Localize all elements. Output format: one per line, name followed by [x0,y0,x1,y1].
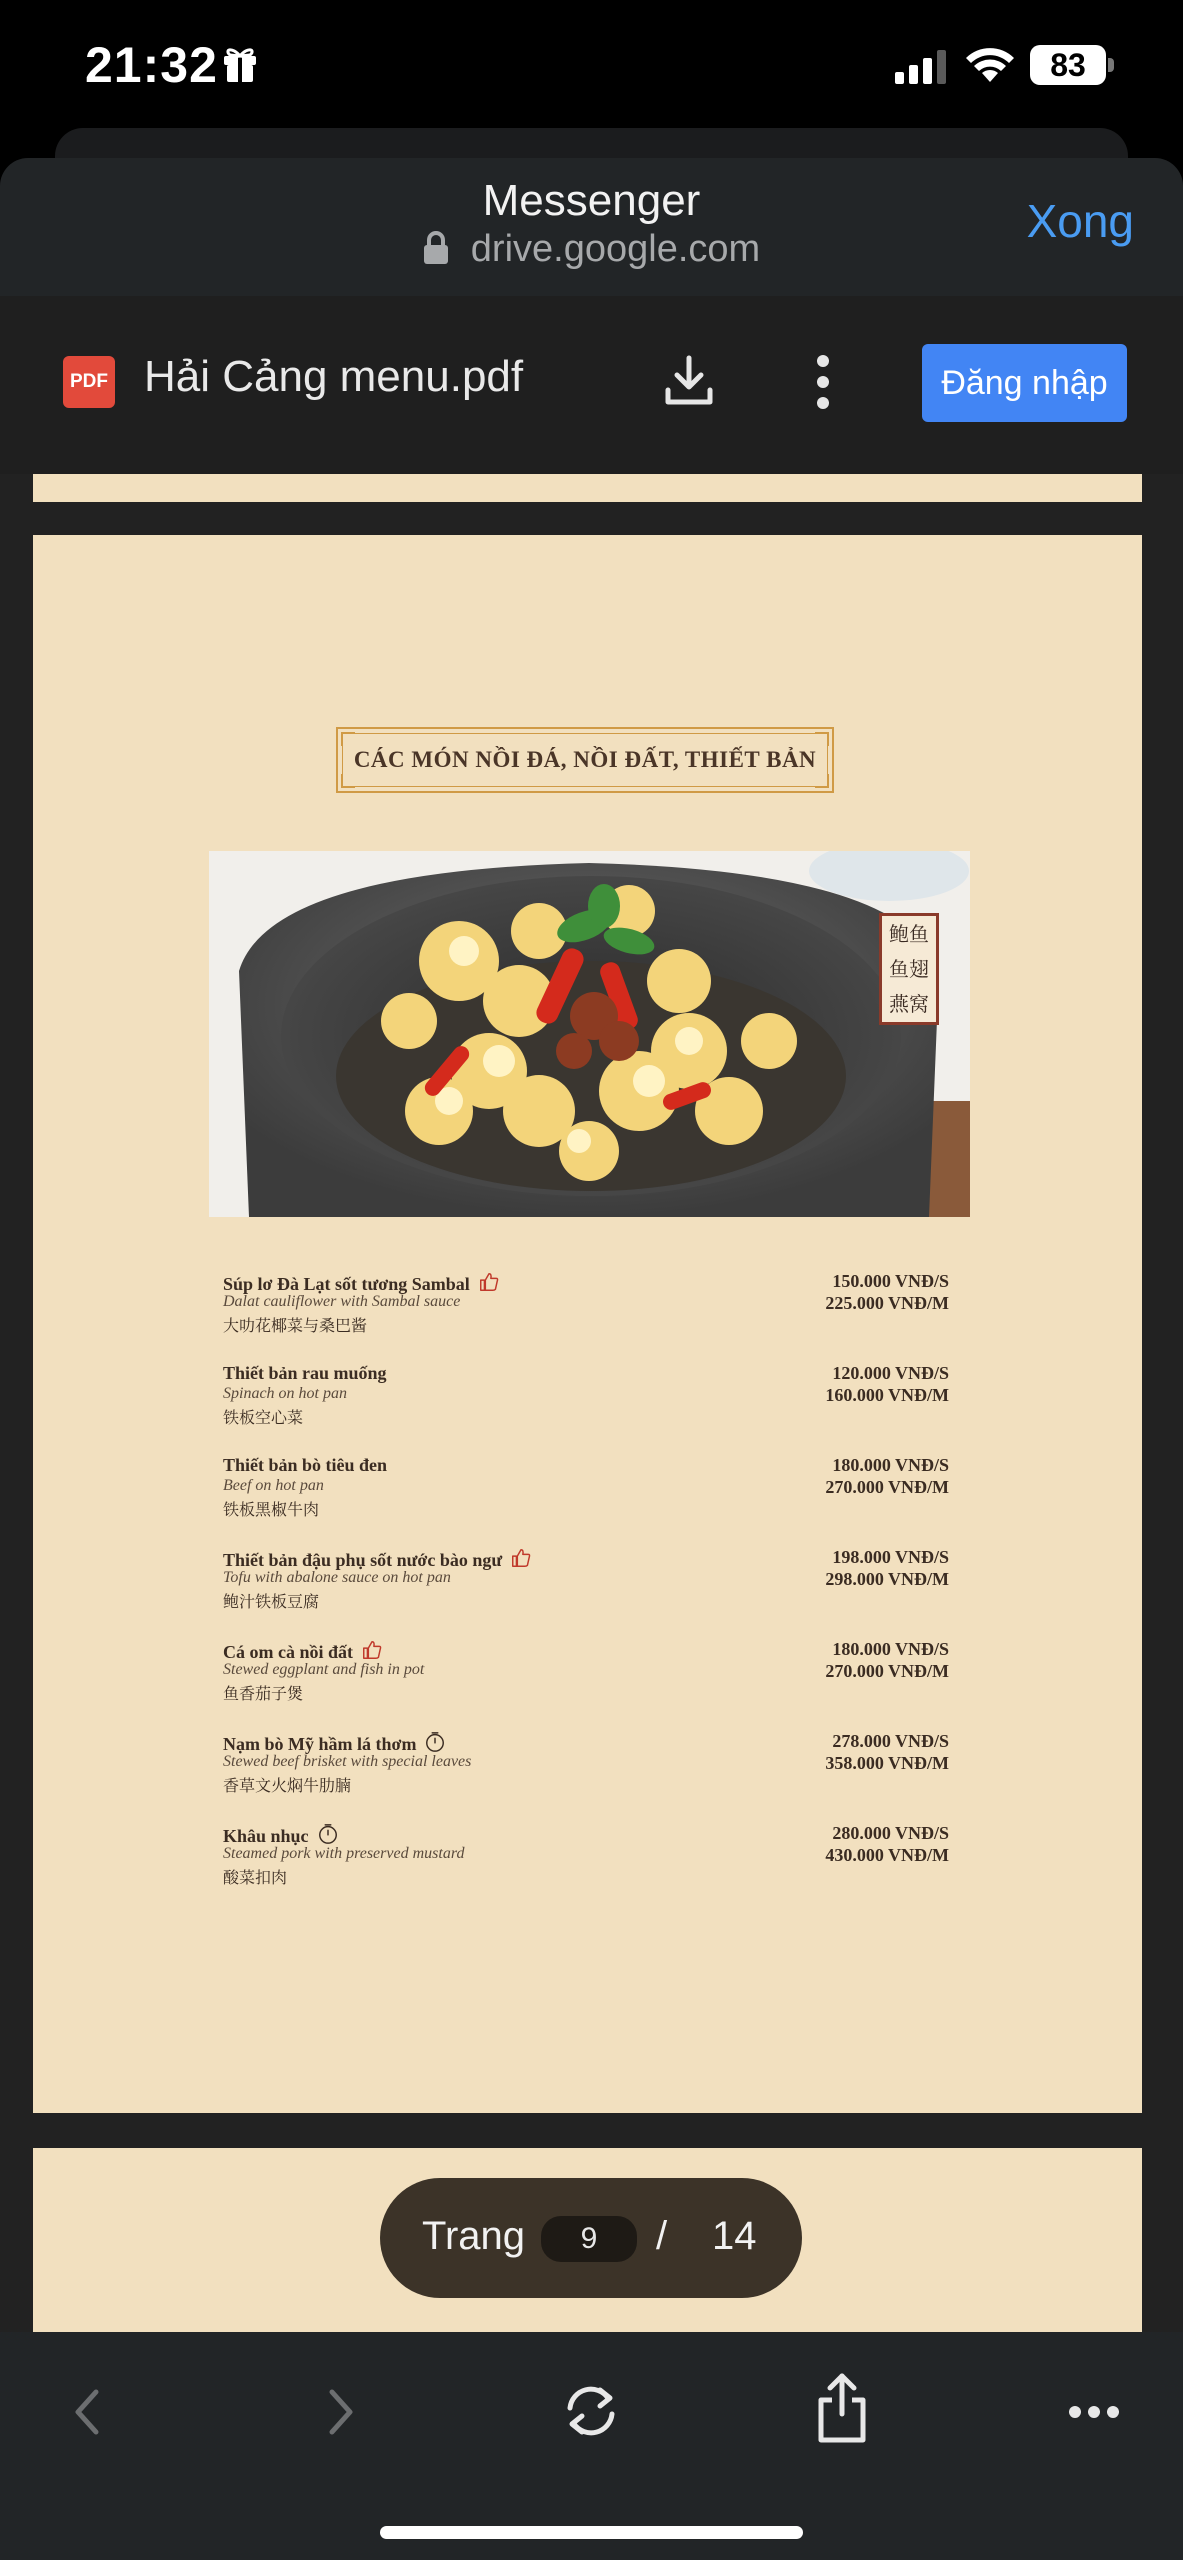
item-chinese: 铁板空心菜 [223,1408,304,1427]
lock-icon [423,231,449,265]
item-name: Thiết bản rau muống [223,1363,387,1383]
item-price-medium: 298.000 VNĐ/M [825,1569,949,1589]
item-name: Thiết bản bò tiêu đen [223,1455,388,1475]
item-english: Tofu with abalone sauce on hot pan [223,1569,451,1586]
pdf-viewer[interactable] [0,474,1183,2332]
download-icon[interactable] [664,354,714,408]
item-price-small: 180.000 VNĐ/S [832,1639,949,1659]
item-price-medium: 430.000 VNĐ/M [825,1845,949,1865]
item-english: Steamed pork with preserved mustard [223,1845,465,1862]
status-time: 21:32 [85,37,218,93]
photo-tag [879,913,939,1025]
item-english: Dalat cauliflower with Sambal sauce [223,1293,461,1310]
section-title [336,727,834,793]
item-price-small: 180.000 VNĐ/S [832,1455,949,1475]
back-icon[interactable] [68,2384,108,2440]
item-name: Nạm bò Mỹ hầm lá thơm [223,1731,446,1755]
item-chinese: 铁板黑椒牛肉 [223,1500,320,1519]
item-price-small: 198.000 VNĐ/S [832,1547,949,1567]
share-icon[interactable] [815,2372,869,2444]
photo-tag-line: 鱼翅 [889,959,929,981]
page-indicator [380,2178,802,2298]
item-chinese: 酸菜扣肉 [223,1868,288,1887]
home-indicator[interactable] [380,2526,803,2539]
page-number-input[interactable]: 9 [541,2216,637,2262]
cellular-signal-icon [895,50,947,84]
menu-item [223,1547,949,1639]
item-english: Beef on hot pan [223,1477,324,1494]
item-name: Súp lơ Đà Lạt sốt tương Sambal [223,1271,500,1295]
sheet-url-text: drive.google.com [470,228,761,270]
battery-indicator: 83 [1030,45,1106,85]
done-button[interactable]: Xong [1026,195,1134,247]
page-label: Trang [422,2214,526,2258]
reload-icon[interactable] [560,2380,622,2442]
more-options-icon[interactable] [810,354,836,410]
item-price-medium: 225.000 VNĐ/M [825,1293,949,1313]
thumbs-up-icon [510,1547,532,1569]
photo-tag-line: 燕窝 [889,994,929,1016]
timer-icon [424,1731,446,1753]
bottom-toolbar [0,2332,1183,2560]
dish-photo [209,851,970,1217]
sheet-url [0,228,1183,271]
browser-sheet-header [0,158,1183,296]
menu-item [223,1823,949,1915]
drive-toolbar [0,296,1183,474]
more-horizontal-icon[interactable] [1068,2404,1120,2420]
menu-item [223,1455,949,1547]
page-separator: / [656,2214,668,2258]
sheet-title: Messenger [482,176,701,225]
photo-tag-line: 鲍鱼 [889,924,929,946]
item-price-small: 150.000 VNĐ/S [832,1271,949,1291]
menu-item [223,1639,949,1731]
forward-icon[interactable] [320,2384,360,2440]
pdf-file-icon: PDF [63,356,115,408]
thumbs-up-icon [361,1639,383,1661]
battery-cap [1108,58,1114,72]
item-english: Spinach on hot pan [223,1385,347,1402]
gift-icon [222,44,258,84]
file-name: Hải Cảng menu.pdf [144,352,524,401]
item-price-medium: 160.000 VNĐ/M [825,1385,949,1405]
item-price-medium: 358.000 VNĐ/M [825,1753,949,1773]
status-bar [0,0,1183,140]
page-total: 14 [712,2214,757,2258]
item-price-medium: 270.000 VNĐ/M [825,1661,949,1681]
item-chinese: 香草文火焖牛肋腩 [223,1776,352,1795]
timer-icon [317,1823,339,1845]
menu-item [223,1731,949,1823]
item-english: Stewed beef brisket with special leaves [223,1753,472,1770]
wifi-icon [965,44,1015,84]
item-english: Stewed eggplant and fish in pot [223,1661,425,1678]
section-title-text: CÁC MÓN NỒI ĐÁ, NỒI ĐẤT, THIẾT BẢN [353,747,817,772]
menu-item [223,1271,949,1363]
item-price-small: 278.000 VNĐ/S [832,1731,949,1751]
menu-list [223,1271,949,1915]
item-name: Thiết bản đậu phụ sốt nước bào ngư [223,1547,532,1571]
item-chinese: 大叻花椰菜与桑巴酱 [223,1316,368,1335]
item-name: Cá om cà nồi đất [223,1639,383,1663]
item-chinese: 鲍汁铁板豆腐 [223,1592,320,1611]
item-chinese: 鱼香茄子煲 [223,1684,304,1703]
menu-item [223,1363,949,1455]
sign-in-button[interactable]: Đăng nhập [922,344,1127,422]
thumbs-up-icon [478,1271,500,1293]
item-name: Khâu nhục [223,1823,339,1847]
previous-page-edge [33,474,1142,502]
pdf-page [33,535,1142,2113]
item-price-medium: 270.000 VNĐ/M [825,1477,949,1497]
item-price-small: 280.000 VNĐ/S [832,1823,949,1843]
item-price-small: 120.000 VNĐ/S [832,1363,949,1383]
